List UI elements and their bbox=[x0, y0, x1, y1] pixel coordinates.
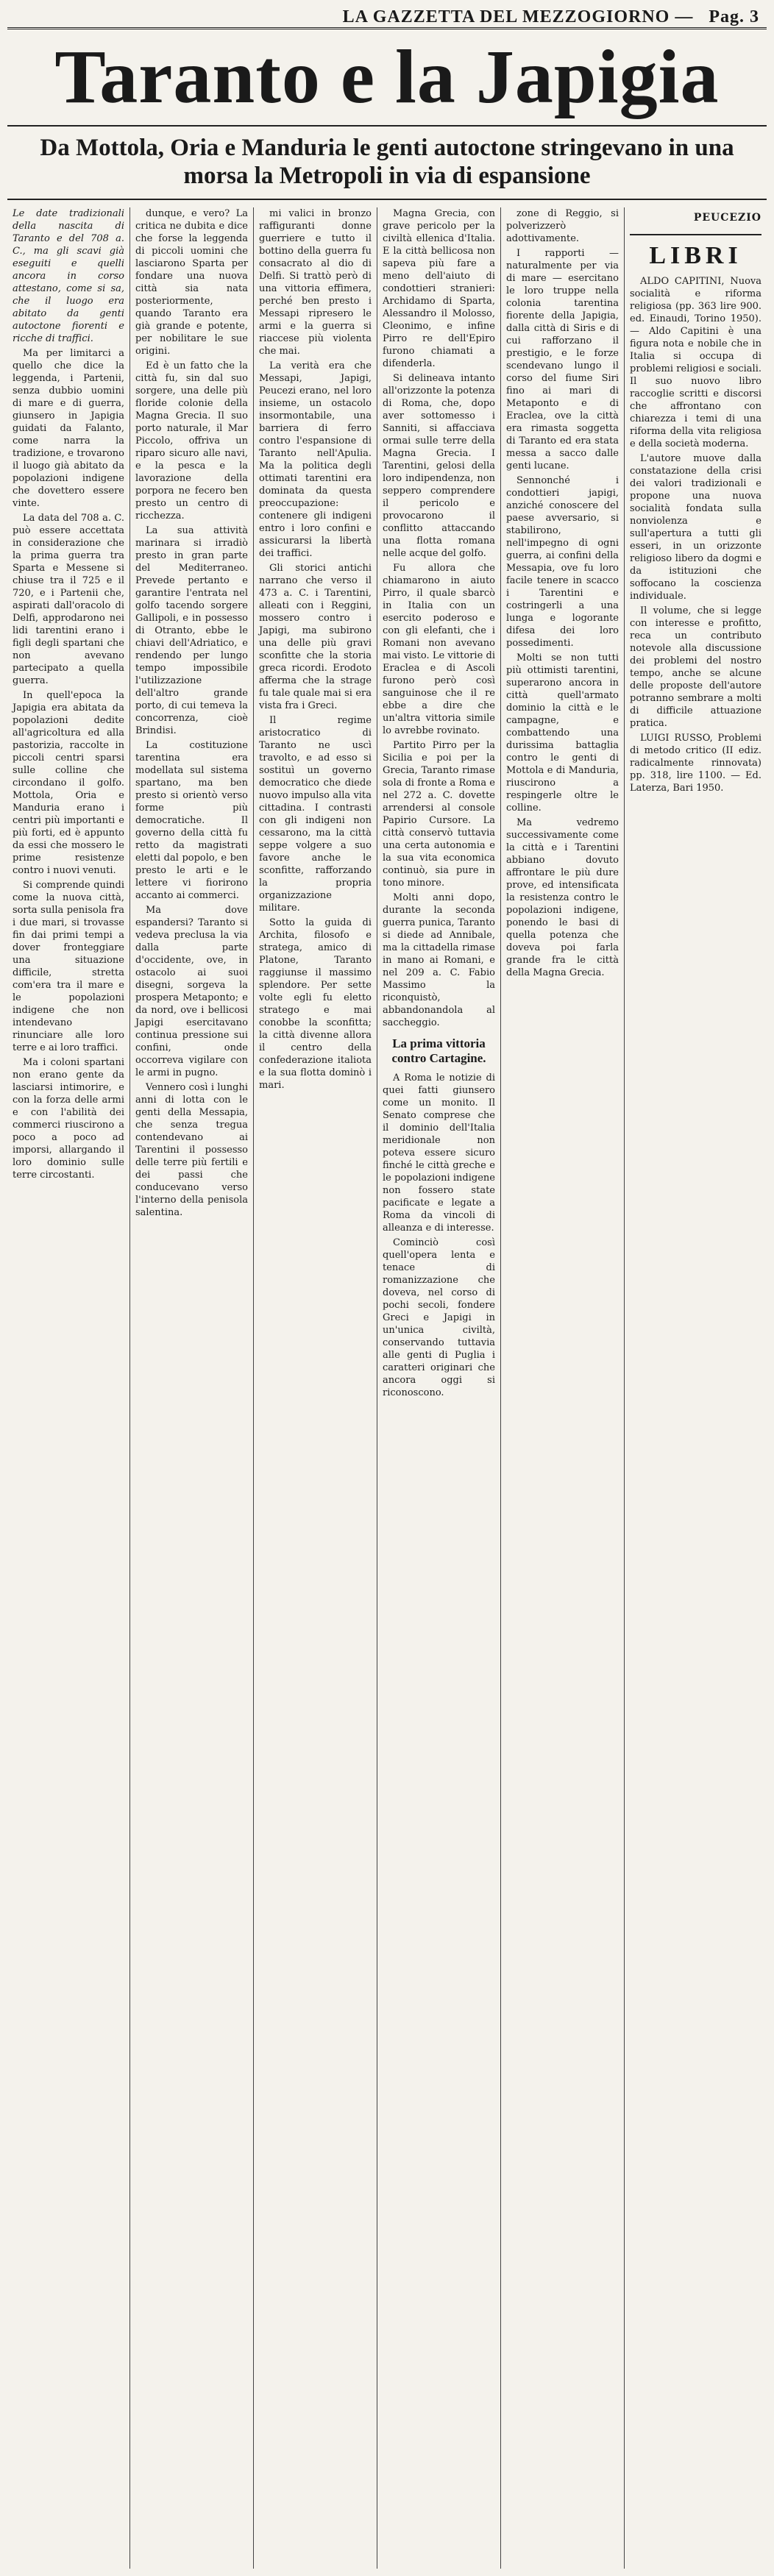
paragraph: dunque, e vero? La critica ne dubita e dice che forse la leggenda di piccoli uomini che lasciarono Sparta per fondare una nuova città sia nata posteriormente, quando Taranto era già grande e potente, per nobilitare le sue origini. bbox=[135, 208, 248, 357]
paragraph: Sotto la guida di Archita, filosofo e stratega, amico di Platone, Taranto raggiunse il massimo splendore. Per sette volte egli fu eletto stratego e mai conobbe la sconfitta; la città divenne allora il centro della confederazione italiota e la sua flotta dominò i mari. bbox=[259, 917, 372, 1091]
libri-heading: LIBRI bbox=[649, 242, 742, 269]
paragraph: Cominciò così quell'opera lenta e tenace di romanizzazione che doveva, nel corso di pochi secoli, fondere Greci e Japigi in un'unica civiltà, conservando tuttavia alle genti di Puglia i caratteri originari che ancora oggi si riconoscono. bbox=[383, 1237, 495, 1398]
paragraph: I rapporti — naturalmente per via di mare — esercitano le loro truppe nella colonia tarentina fiorente della Japigia, dalla città di Siris e di cui rafforzano il prestigio, e le forze scendevano lungo il corso del fiume Siri fino ai mari di Metaponto e di Eraclea, ove la città era rimasta soggetta di Taranto ed era stata messa a sacco dalle genti lucane. bbox=[506, 248, 619, 472]
page-number: Pag. 3 bbox=[709, 7, 759, 26]
paragraph: mi valici in bronzo raffiguranti donne guerriere e tutto il bottino della guerra fu consacrato al dio di Delfi. Si trattò però di una vittoria effimera, perché ben presto i Messapi ripresero le armi e la guerra si riaccese più violenta che mai. bbox=[259, 208, 372, 357]
paragraph: Si comprende quindi come la nuova città, sorta sulla penisola fra i due mari, si trovasse fin dai primi tempi a dover fronteggiare una situazione difficile, stretta com'era tra il mare e le popolazioni indigene che non intendevano rinunciare alle loro terre e ai loro traffici. bbox=[13, 880, 124, 1053]
section-heading: La prima vittoria contro Cartagine. bbox=[391, 1036, 486, 1065]
paragraph: Il regime aristocratico di Taranto ne uscì travolto, e ad esso si sostituì un governo democratico che diede nuovo impulso alla vita cittadina. I contrasti con gli indigeni non cessarono, ma la città seppe volgere a suo favore anche le sconfitte, rafforzando la propria organizzazione militare. bbox=[259, 715, 372, 914]
column-2 bbox=[130, 207, 254, 2569]
paragraph: Fu allora che chiamarono in aiuto Pirro, il quale sbarcò in Italia con un esercito poderoso e con gli elefanti, che i Romani non avevano mai visto. Le vittorie di Eraclea e di Ascoli furono però così sanguinose che il re ebbe a dire che un'altra vittoria simile lo avrebbe rovinato. bbox=[383, 563, 495, 736]
article-subhead: Da Mottola, Oria e Manduria le genti autoctone stringevano in una morsa la Metropoli in via di espansione bbox=[7, 127, 767, 200]
paragraph: A Roma le notizie di quei fatti giunsero come un monito. Il Senato comprese che il dominio dell'Italia meridionale non poteva essere sicuro finché le città greche e le popolazioni indigene non fossero state pacificate e legate a Roma da vincoli di alleanza e di interesse. bbox=[383, 1072, 495, 1234]
paragraph: zone di Reggio, si polverizzerò adottivamente. bbox=[506, 208, 619, 244]
paragraph: La data del 708 a. C. può essere accettata in considerazione che la prima guerra tra Sparta e Messene si chiuse tra il 725 e il 720, e i Partenii che, aspirati dall'oracolo di Delfi, approdarono nei lidi tarentini erano i figli degli spartani che non avevano partecipato a quella guerra. bbox=[13, 513, 124, 686]
column-6 bbox=[625, 207, 767, 2569]
paragraph: Ed è un fatto che la città fu, sin dal suo sorgere, una delle più floride colonie della Magna Grecia. Il suo porto naturale, il Mar Piccolo, offriva un riparo sicuro alle navi, e la pesca e la lavorazione della porpora ne fecero ben presto un centro di ricchezza. bbox=[135, 360, 248, 522]
paragraph: Ma per limitarci a quello che dice la leggenda, i Partenii, senza dubbio uomini di mare e di guerra, giunsero in Japigia guidati da Falanto, come narra la tradizione, e trovarono il luogo già abitato da popolazioni indigene che dovettero essere vinte. bbox=[13, 348, 124, 509]
paragraph: Ma i coloni spartani non erano gente da lasciarsi intimorire, e con la forza delle armi e con l'abilità dei commerci riuscirono a poco a poco ad imporsi, allargando il loro dominio sulle terre circostanti. bbox=[13, 1057, 124, 1181]
paragraph: Si delineava intanto all'orizzonte la potenza di Roma, che, dopo aver sottomesso i Sanniti, si affacciava ormai sulle terre della Magna Grecia. I Tarentini, gelosi della loro indipendenza, non seppero comprendere il pericolo e provocarono il conflitto attaccando una flotta romana nelle acque del golfo. bbox=[383, 373, 495, 559]
paragraph: Molti anni dopo, durante la seconda guerra punica, Taranto si diede ad Annibale, ma la cittadella rimase in mano ai Romani, e nel 209 a. C. Fabio Massimo la riconquistò, abbandonandola al saccheggio. bbox=[383, 892, 495, 1028]
paragraph: La sua attività marinara si irradiò presto in gran parte del Mediterraneo. Prevede pertanto e garantire l'entrata nel golfo tacendo sorgere Gallipoli, e in possesso di Otranto, ebbe le chiavi dell'Adriatico, e rendendo per lungo tempo impossibile l'utilizzazione dell'altro grande porto, di cui temeva la concorrenza, cioè Brindisi. bbox=[135, 525, 248, 736]
paragraph: Le date tradizionali della nascita di Taranto e del 708 a. C., ma gli scavi già eseguiti e quelli ancora in corso attestano, come si sa, che il luogo era abitato da genti autoctone fiorenti e ricche di traffici. bbox=[13, 208, 124, 344]
book-review: L'autore muove dalla constatazione della crisi dei valori tradizionali e propone una nuova socialità fondata sulla nonviolenza e sull'apertura a tutti gli esseri, in un orizzonte religioso libero da dogmi e da istituzioni che soffocano la coscienza individuale. bbox=[630, 453, 761, 602]
column-5 bbox=[501, 207, 625, 2569]
book-review: LUIGI RUSSO, Problemi di metodo critico (II ediz. radicalmente rinnovata) pp. 318, lire 1100. — Ed. Laterza, Bari 1950. bbox=[630, 733, 761, 794]
paragraph: Molti se non tutti più ottimisti tarentini, superarono ancora in città quell'armato dominio la città e le campagne, e combattendo una durissima battaglia contro le genti di Mottola e di Manduria, riuscirono a respingerle oltre le colline. bbox=[506, 652, 619, 814]
paragraph: Vennero così i lunghi anni di lotta con le genti della Messapia, che senza tregua contendevano ai Tarentini il possesso delle terre più fertili e dei passi che conducevano verso l'interno della penisola salentina. bbox=[135, 1082, 248, 1218]
article-headline: Taranto e la Japigia bbox=[7, 29, 767, 127]
book-review: Il volume, che si legge con interesse e profitto, reca un contributo notevole alla discussione dei problemi del nostro tempo, anche se alcune delle proposte dell'autore potranno sembrare a molti di difficile attuazione pratica. bbox=[630, 605, 761, 729]
paragraph: La costituzione tarentina era modellata sul sistema spartano, ma ben presto si orientò verso forme più democratiche. Il governo della città fu retto da magistrati eletti dal popolo, e ben presto le arti e le lettere vi fiorirono accanto ai commerci. bbox=[135, 740, 248, 901]
paragraph: Partito Pirro per la Sicilia e poi per la Grecia, Taranto rimase sola di fronte a Roma e nel 272 a. C. dovette arrendersi al console Papirio Cursore. La città conservò tuttavia una certa autonomia e la sua vita economica continuò, sia pure in tono minore. bbox=[383, 740, 495, 889]
paragraph: Ma vedremo successivamente come la città e i Tarentini abbiano dovuto affrontare le più dure prove, ed intensificata la resistenza contro le popolazioni indigene, ponendo le basi di quella potenza che doveva poi farla grande fra le città della Magna Grecia. bbox=[506, 817, 619, 978]
article-signature: PEUCEZIO bbox=[693, 212, 761, 224]
paragraph: Sennonché i condottieri japigi, anziché conoscere del paese avversario, si stabilirono, nell'impegno di ogni guerra, ai confini della Messapia, ove fu loro facile tenere in scacco i Tarentini e costringerli a una lunga e logorante difesa dei loro possedimenti. bbox=[506, 475, 619, 649]
column-4 bbox=[377, 207, 501, 2569]
paragraph: La verità era che Messapi, Japigi, Peucezi erano, nel loro insieme, un ostacolo insormontabile, una barriera di ferro contro l'espansione di Taranto nell'Apulia. Ma la politica degli ottimati tarentini era dominata da questa preoccupazione: contenere gli indigeni entro i loro confini e assicurarsi la libertà dei traffici. bbox=[259, 360, 372, 559]
book-review: ALDO CAPITINI, Nuova socialità e riforma religiosa (pp. 363 lire 900. ed. Einaudi, Torino 1950). — Aldo Capitini è una figura nota e nobile che in Italia si occupa di problemi religiosi e sociali. Il suo nuovo libro raccoglie scritti e discorsi che affrontano con chiarezza i temi di una riforma della vita religiosa e della società moderna. bbox=[630, 276, 761, 449]
article-columns bbox=[7, 207, 767, 2569]
page-separator: — bbox=[675, 7, 694, 26]
column-3 bbox=[254, 207, 377, 2569]
section-divider bbox=[630, 234, 761, 235]
column-1 bbox=[7, 207, 130, 2569]
paragraph: Gli storici antichi narrano che verso il 473 a. C. i Tarentini, alleati con i Reggini, mossero contro i Japigi, ma subirono una delle più gravi sconfitte che la storia greca ricordi. Erodoto afferma che la strage fu tale quale mai si era vista fra i Greci. bbox=[259, 563, 372, 711]
paragraph: Magna Grecia, con grave pericolo per la civiltà ellenica d'Italia. E la città bellicosa non sapeva più fare a meno dell'aiuto di condottieri stranieri: Archidamo di Sparta, Alessandro il Molosso, Cleonimo, e infine Pirro re dell'Epiro furono chiamati a difenderla. bbox=[383, 208, 495, 369]
paragraph: Ma dove espandersi? Taranto si vedeva preclusa la via dalla parte d'occidente, ove, in ostacolo ai suoi disegni, sorgeva la prospera Metaponto; e da nord, ove i bellicosi Japigi esercitavano continua pressione sui confini, onde occorreva vigilare con le armi in pugno. bbox=[135, 905, 248, 1078]
paragraph: In quell'epoca la Japigia era abitata da popolazioni dedite all'agricoltura ed alla pastorizia, raccolte in piccoli centri sparsi sulle colline che circondano il golfo. Mottola, Oria e Manduria erano i centri più importanti e più forti, ed è appunto da essi che mossero le prime resistenze contro i nuovi venuti. bbox=[13, 690, 124, 876]
newspaper-name: LA GAZZETTA DEL MEZZOGIORNO bbox=[342, 7, 670, 26]
running-head bbox=[7, 0, 767, 29]
